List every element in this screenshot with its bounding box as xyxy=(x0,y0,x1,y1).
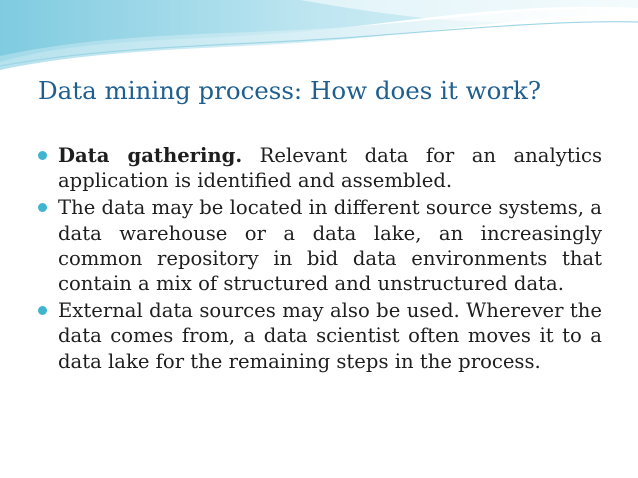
bullet-list xyxy=(38,143,602,376)
bullet-dot-icon xyxy=(38,203,47,212)
bullet-dot-icon xyxy=(38,151,47,160)
bullet-dot-icon xyxy=(38,306,47,315)
bullet-item xyxy=(38,298,602,374)
bullet-lead-text: Data gathering. xyxy=(58,144,243,167)
bullet-text: Relevant data for an analytics application is identified and assembled. xyxy=(58,144,602,193)
bullet-text: The data may be located in different source systems, a data warehouse or a data lake, an increasingly common repository in bid data environments that contain a mix of structured and unstructured data. xyxy=(58,196,602,296)
bullet-item xyxy=(38,195,602,296)
bullet-text: External data sources may also be used. Wherever the data comes from, a data scientist often moves it to a data lake for the remaining steps in the process. xyxy=(58,299,602,373)
slide-title: Data mining process: How does it work? xyxy=(38,76,542,105)
bullet-item xyxy=(38,143,602,193)
wave-header-decoration xyxy=(0,0,638,80)
